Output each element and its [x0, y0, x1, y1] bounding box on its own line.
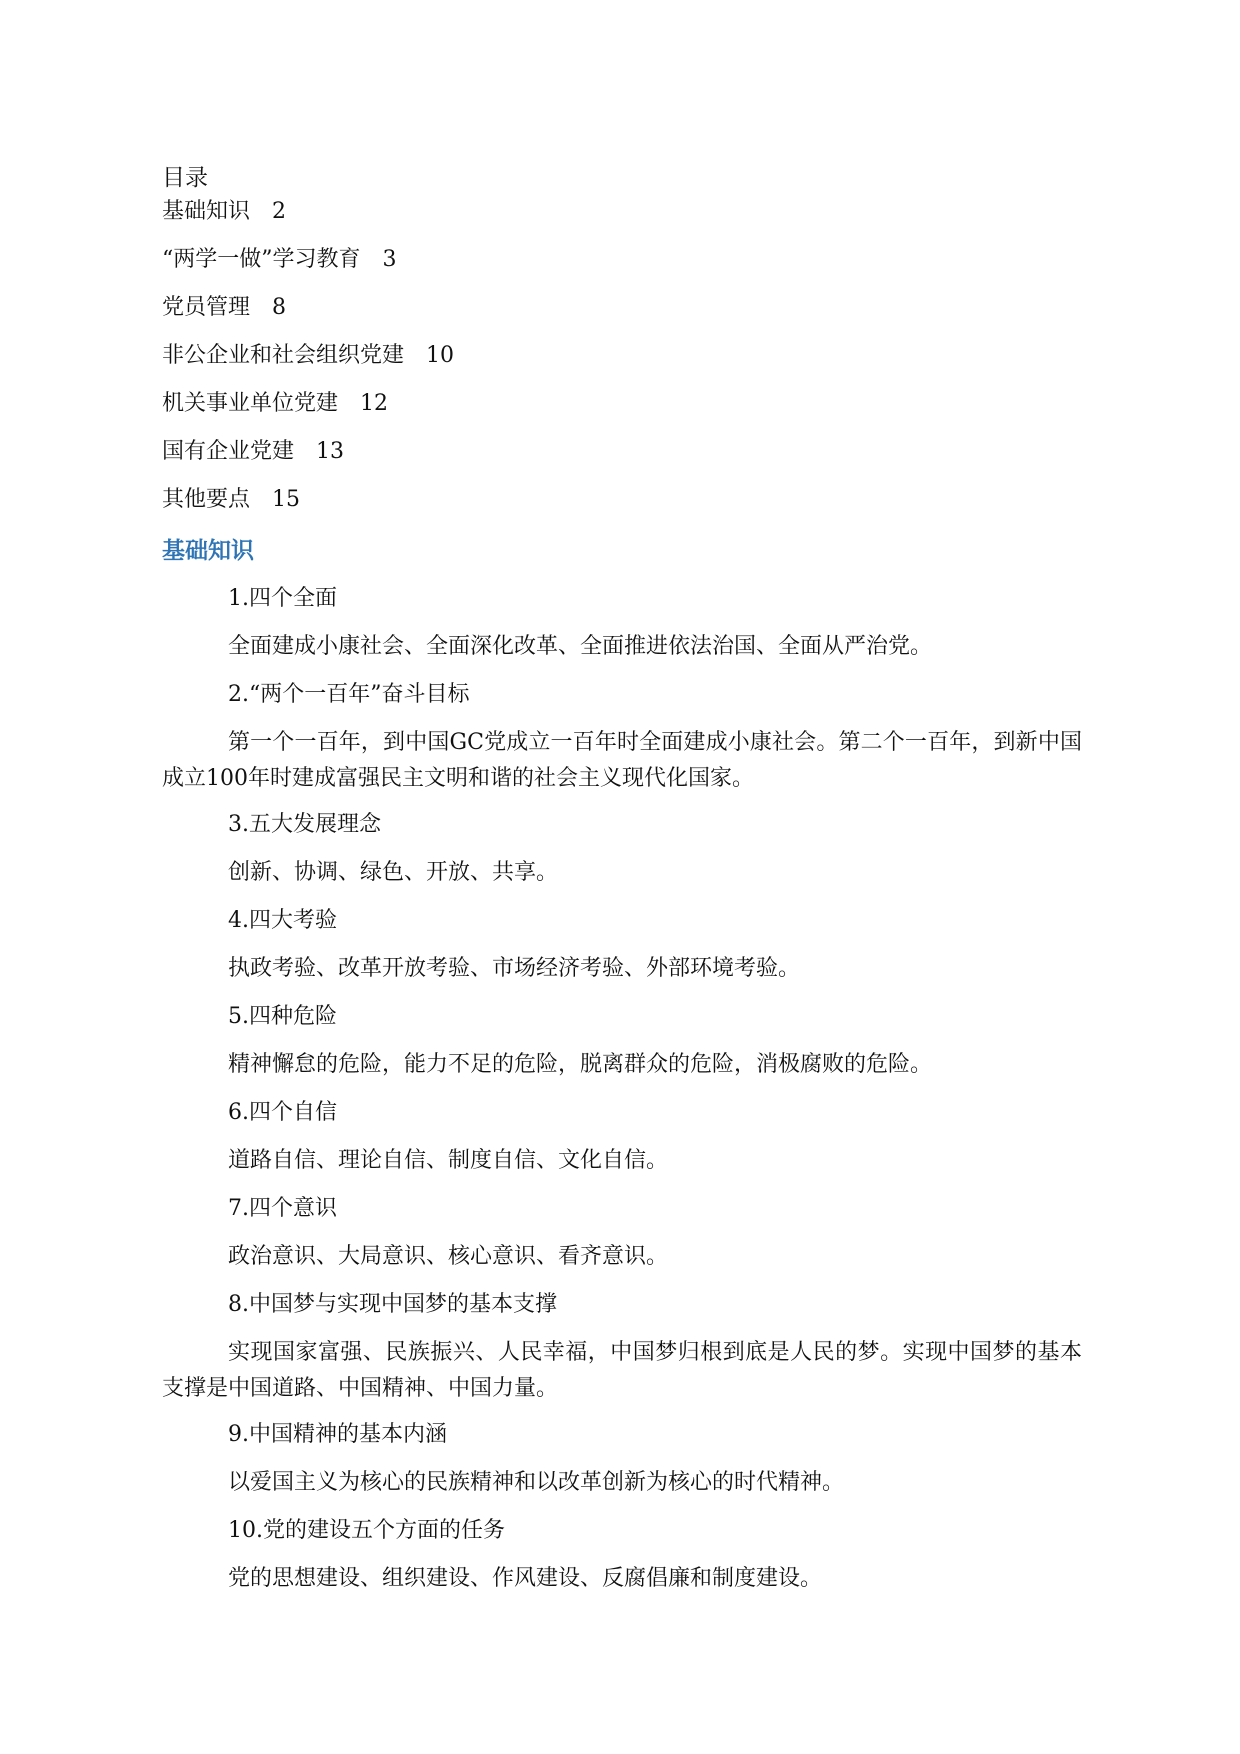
item-title: 8.中国梦与实现中国梦的基本支撑: [228, 1292, 557, 1317]
toc-entry[interactable]: [162, 389, 388, 419]
item-body: 道路自信、理论自信、制度自信、文化自信。: [228, 1148, 669, 1173]
item-title: 10.党的建设五个方面的任务: [228, 1518, 505, 1543]
toc-entry-label: 机关事业单位党建: [162, 391, 339, 416]
toc-entry-page: 2: [272, 199, 287, 224]
toc-entry-page: 10: [426, 343, 455, 368]
item-title: 1.四个全面: [228, 586, 337, 611]
toc-entry[interactable]: [162, 293, 286, 323]
toc-entry-label: “两学一做”学习教育: [162, 247, 361, 272]
section-heading: 基础知识: [162, 538, 254, 564]
item-body: 创新、协调、绿色、开放、共享。: [228, 860, 559, 885]
item-title: 5.四种危险: [228, 1004, 337, 1029]
item-body: 全面建成小康社会、全面深化改革、全面推进依法治国、全面从严治党。: [228, 634, 933, 659]
toc-entry-page: 3: [382, 247, 397, 272]
toc-title: 目录: [162, 165, 208, 191]
item-title: 2.“两个一百年”奋斗目标: [228, 682, 470, 707]
item-body: 执政考验、改革开放考验、市场经济考验、外部环境考验。: [228, 956, 801, 981]
toc-entry-label: 党员管理: [162, 295, 251, 320]
item-body: 政治意识、大局意识、核心意识、看齐意识。: [228, 1244, 669, 1269]
item-title: 9.中国精神的基本内涵: [228, 1422, 447, 1447]
toc-entry-label: 其他要点: [162, 487, 251, 512]
toc-entry-label: 基础知识: [162, 199, 251, 224]
toc-entry[interactable]: [162, 485, 300, 515]
item-title: 4.四大考验: [228, 908, 337, 933]
item-title: 6.四个自信: [228, 1100, 337, 1125]
toc-entry-page: 15: [272, 487, 301, 512]
toc-entry-label: 非公企业和社会组织党建: [162, 343, 405, 368]
toc-entry-page: 13: [316, 439, 345, 464]
toc-entry[interactable]: [162, 245, 397, 275]
item-body: 党的思想建设、组织建设、作风建设、反腐倡廉和制度建设。: [228, 1566, 823, 1591]
item-body: 精神懈怠的危险，能力不足的危险，脱离群众的危险，消极腐败的危险。: [228, 1052, 933, 1077]
toc-entry-label: 国有企业党建: [162, 439, 295, 464]
item-body: 实现国家富强、民族振兴、人民幸福，中国梦归根到底是人民的梦。实现中国梦的基本支撑是中国道路、中国精神、中国力量。: [162, 1340, 1082, 1401]
item-title: 3.五大发展理念: [228, 812, 381, 837]
toc-entry-page: 8: [272, 295, 287, 320]
toc-entry[interactable]: [162, 437, 344, 467]
toc-entry-page: 12: [360, 391, 389, 416]
item-body: 以爱国主义为核心的民族精神和以改革创新为核心的时代精神。: [228, 1470, 845, 1495]
toc-entry[interactable]: [162, 341, 454, 371]
toc-entry[interactable]: [162, 197, 286, 227]
item-body: 第一个一百年，到中国GC党成立一百年时全面建成小康社会。第二个一百年，到新中国成立100年时建成富强民主文明和谐的社会主义现代化国家。: [162, 730, 1082, 791]
item-title: 7.四个意识: [228, 1196, 337, 1221]
